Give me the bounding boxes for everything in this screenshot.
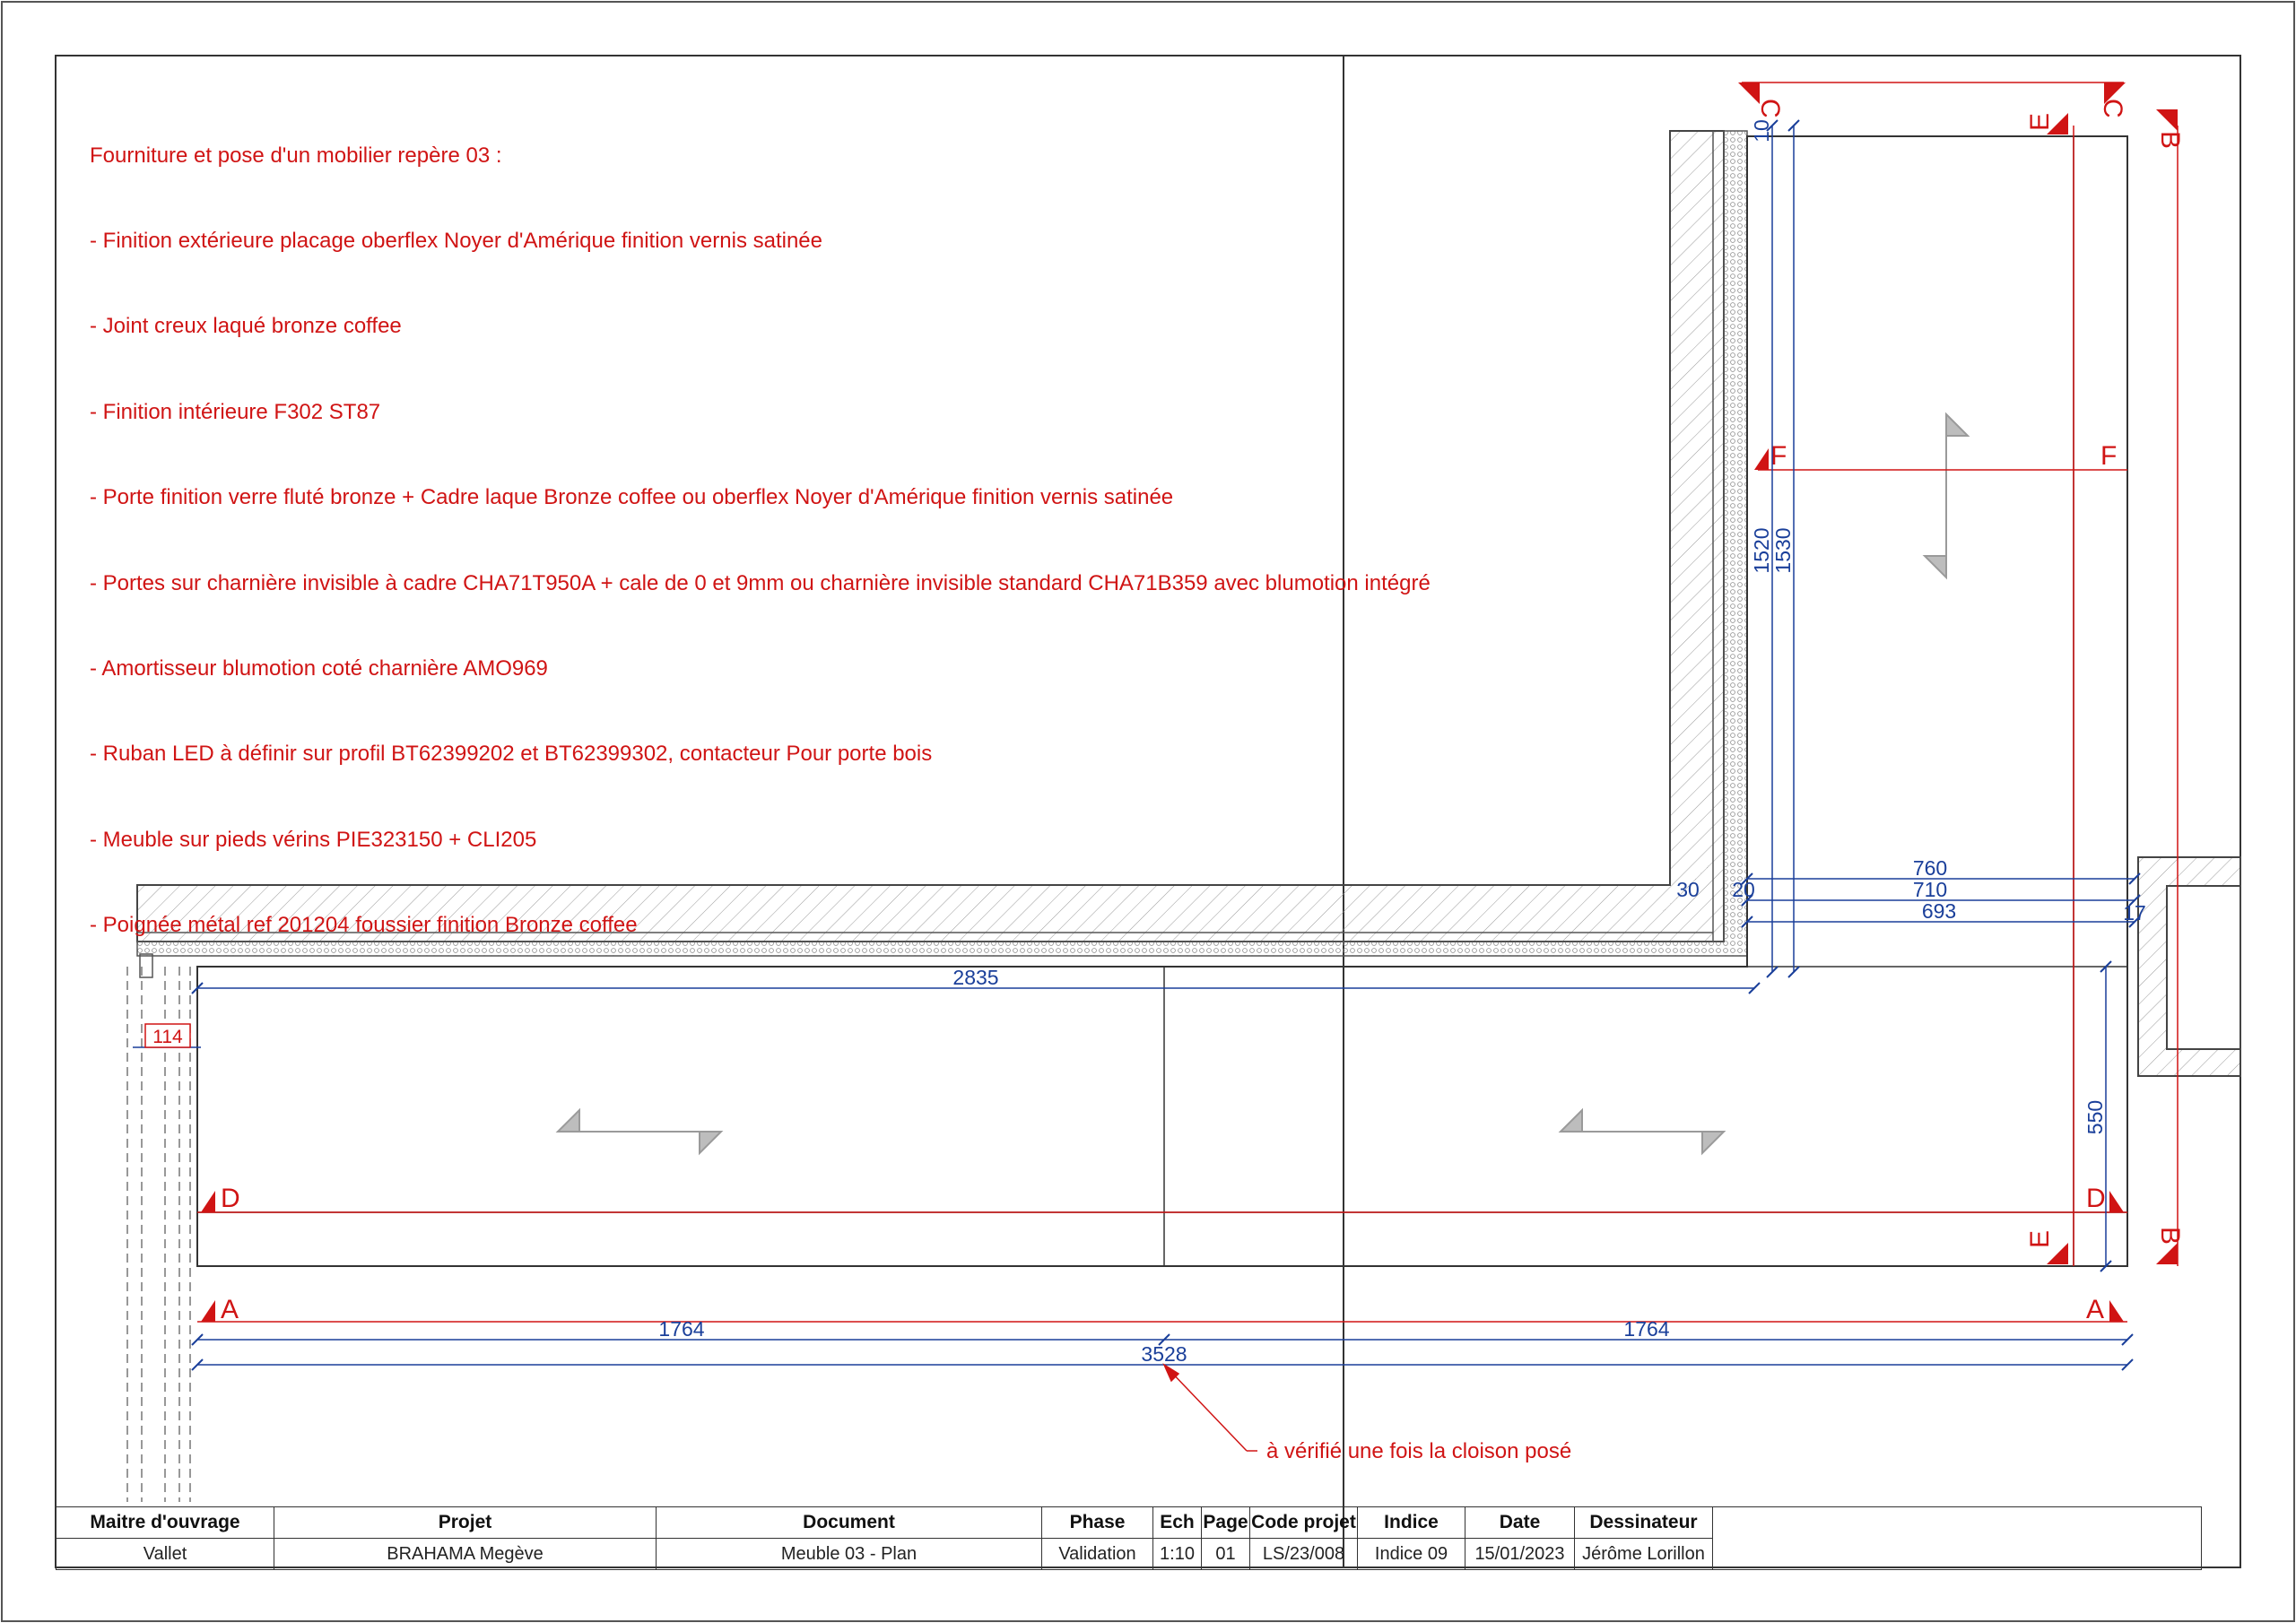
notes-item: - Poignée métal ref 201204 foussier finition Bronze coffee xyxy=(90,913,638,938)
tb-value-blank xyxy=(1713,1539,2202,1570)
section-label-b-top: B xyxy=(2155,131,2185,150)
title-block-value-row xyxy=(57,1539,2202,1570)
tb-header-maitre: Maitre d'ouvrage xyxy=(57,1507,274,1539)
tb-value-phase: Validation xyxy=(1042,1539,1153,1570)
tb-header-document: Document xyxy=(657,1507,1042,1539)
dimension-693: 693 xyxy=(1921,899,1957,923)
notes-item: - Finition intérieure F302 ST87 xyxy=(90,399,381,424)
tb-value-maitre: Vallet xyxy=(57,1539,274,1570)
section-label-a-right: A xyxy=(2086,1295,2105,1324)
tb-value-dessinateur: Jérôme Lorillon xyxy=(1575,1539,1713,1570)
tb-header-code: Code projet xyxy=(1250,1507,1358,1539)
tb-header-page: Page xyxy=(1202,1507,1250,1539)
tb-value-indice: Indice 09 xyxy=(1358,1539,1465,1570)
tb-value-projet: BRAHAMA Megève xyxy=(274,1539,657,1570)
dimension-20: 20 xyxy=(1732,878,1755,901)
tb-header-blank xyxy=(1713,1507,2202,1539)
title-block xyxy=(56,1506,2202,1570)
tb-header-ech: Ech xyxy=(1153,1507,1202,1539)
notes-item: - Joint creux laqué bronze coffee xyxy=(90,314,402,339)
dimension-10: 10 xyxy=(1750,119,1773,143)
door-arrow-left xyxy=(558,1110,721,1153)
section-label-e-top: E xyxy=(2025,112,2055,131)
dimension-1530: 1530 xyxy=(1771,527,1795,574)
annotation-text: à vérifié une fois la cloison posé xyxy=(1266,1439,1572,1463)
notes-item: - Amortisseur blumotion coté charnière AMO969 xyxy=(90,655,548,681)
tb-value-date: 15/01/2023 xyxy=(1465,1539,1575,1570)
tb-value-code: LS/23/008 xyxy=(1250,1539,1358,1570)
tb-header-phase: Phase xyxy=(1042,1507,1153,1539)
notes-item: - Ruban LED à définir sur profil BT62399202 et BT62399302, contacteur Pour porte bois xyxy=(90,742,933,767)
tb-header-date: Date xyxy=(1465,1507,1575,1539)
dimension-17: 17 xyxy=(2123,901,2146,924)
tb-header-indice: Indice xyxy=(1358,1507,1465,1539)
section-label-e-bottom: E xyxy=(2025,1229,2055,1248)
section-label-b-bottom: B xyxy=(2155,1227,2185,1245)
dimension-1764-right: 1764 xyxy=(1623,1317,1670,1341)
tb-value-document: Meuble 03 - Plan xyxy=(657,1539,1042,1570)
section-label-a-left: A xyxy=(221,1295,239,1324)
section-label-c-left: C xyxy=(1755,99,1785,118)
dimension-760: 760 xyxy=(1912,856,1948,880)
section-label-d-left: D xyxy=(221,1184,240,1213)
section-label-f-right: F xyxy=(2100,441,2118,471)
door-arrow-vertical xyxy=(1925,414,1968,577)
tb-value-page: 01 xyxy=(1202,1539,1250,1570)
dimension-550: 550 xyxy=(2083,1099,2107,1135)
dimension-30: 30 xyxy=(1676,878,1700,901)
section-label-c-right: C xyxy=(2098,99,2127,118)
section-label-d-right: D xyxy=(2086,1184,2106,1213)
title-block-header-row xyxy=(57,1507,2202,1539)
section-label-f-left: F xyxy=(1770,441,1787,471)
dimension-2835: 2835 xyxy=(952,966,999,989)
door-arrow-right xyxy=(1561,1110,1724,1153)
specification-notes xyxy=(90,84,1431,968)
tb-header-dessinateur: Dessinateur xyxy=(1575,1507,1713,1539)
notes-item: - Portes sur charnière invisible à cadre CHA71T950A + cale de 0 et 9mm ou charnière invisible standard CHA71B359 avec blumotion intégré xyxy=(90,570,1431,595)
notes-item: - Porte finition verre fluté bronze + Cadre laque Bronze coffee ou oberflex Noyer d'Amérique finition vernis satinée xyxy=(90,485,1174,510)
dimension-710: 710 xyxy=(1912,878,1948,901)
dimension-1764-left: 1764 xyxy=(658,1317,705,1341)
tb-value-ech: 1:10 xyxy=(1153,1539,1202,1570)
annotation-leader xyxy=(1164,1365,1257,1451)
dimension-1520: 1520 xyxy=(1750,527,1773,574)
notes-title: Fourniture et pose d'un mobilier repère 03 : xyxy=(90,143,502,168)
dimension-114: 114 xyxy=(152,1027,183,1047)
notes-item: - Finition extérieure placage oberflex Noyer d'Amérique finition vernis satinée xyxy=(90,228,822,253)
dimension-3528: 3528 xyxy=(1141,1342,1187,1366)
tb-header-projet: Projet xyxy=(274,1507,657,1539)
notes-item: - Meuble sur pieds vérins PIE323150 + CLI205 xyxy=(90,827,537,852)
